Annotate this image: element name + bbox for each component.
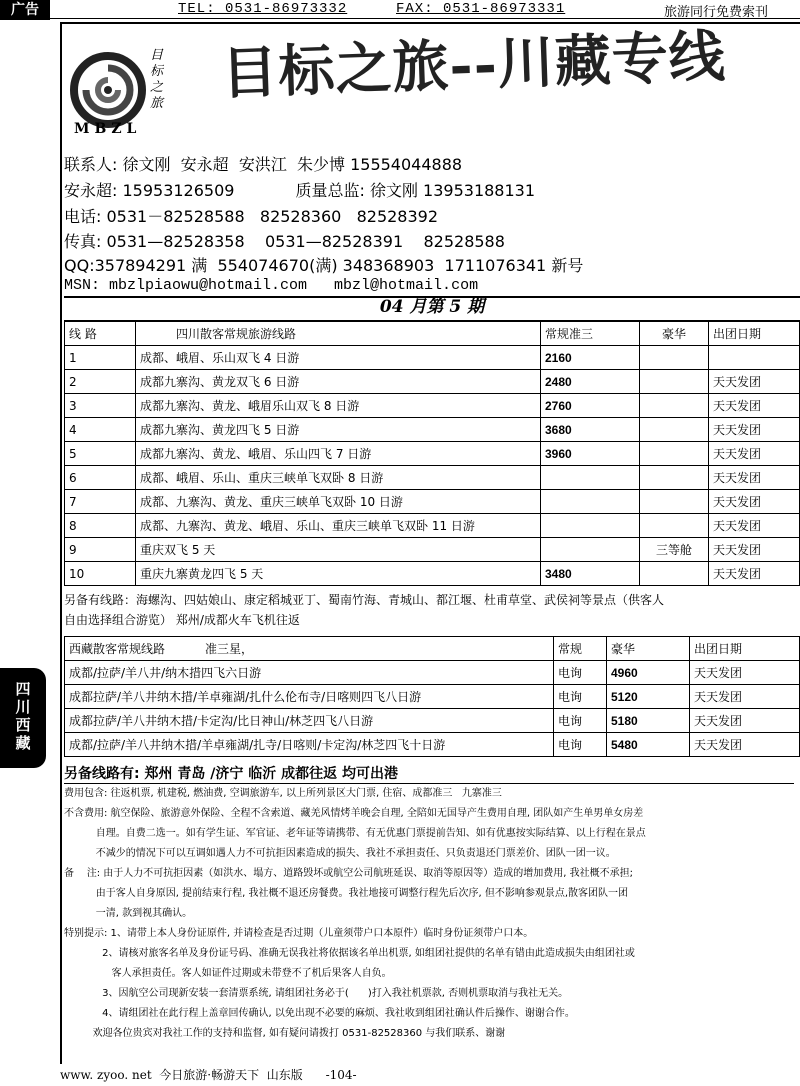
- header-tibet-title: 西藏散客常规线路: [69, 642, 166, 656]
- note-line: 4、请组团社在此行程上盖章回传确认, 以免出现不必要的麻烦、我社收到组团社确认件后操作、谢谢合作。: [64, 1008, 575, 1019]
- row-date: 天天发团: [690, 661, 800, 685]
- note-line: 特别提示: 1、请带上本人身份证原件, 并请检查是否过期（儿童须带户口本原件）临时身份证须带户口本。: [64, 928, 534, 939]
- section-side-tab: [0, 668, 46, 768]
- sichuan-route-table: [64, 321, 800, 586]
- header-tibet-route: [65, 637, 554, 661]
- table-row: [65, 466, 800, 490]
- row-date: 天天发团: [709, 490, 800, 514]
- contact-qq: QQ:357894291 满 554074670(满) 348368903 1711076341 新号: [64, 256, 584, 275]
- table-row: [65, 442, 800, 466]
- note-line: 不含费用: 航空保险、旅游意外保险、全程不含索道、藏羌风情烤羊晚会自理, 全陪如无国导产生费用自理, 团队如产生单男单女房差: [64, 808, 644, 819]
- row-luxury-price: 5120: [607, 685, 690, 709]
- contact-msn: MSN: mbzlpiaowu@hotmail.com mbzl@hotmail.com: [64, 277, 479, 294]
- row-route: 成都/拉萨/羊八井纳木措/羊卓雍湖/扎寺/日喀则/卡定沟/林芝四飞十日游: [65, 733, 554, 757]
- row-route: 成都、九寨沟、黄龙、峨眉、乐山、重庆三峡单飞双卧 11 日游: [136, 514, 541, 538]
- row-luxury: [640, 394, 709, 418]
- row-date: 天天发团: [709, 394, 800, 418]
- row-luxury-price: 5180: [607, 709, 690, 733]
- terms-notes: [64, 783, 794, 1044]
- page-footer: www. zyoo. net 今日旅游·畅游天下 山东版 -104-: [60, 1068, 357, 1082]
- row-luxury: 三等舱: [640, 538, 709, 562]
- row-route: 成都拉萨/羊八井纳木措/羊卓雍湖/扎什么伦布寺/日喀则四飞八日游: [65, 685, 554, 709]
- row-route: 成都、峨眉、乐山双飞 4 日游: [136, 346, 541, 370]
- row-luxury: [640, 514, 709, 538]
- row-luxury-price: 4960: [607, 661, 690, 685]
- row-date: 天天发团: [709, 538, 800, 562]
- row-number: 3: [65, 394, 136, 418]
- row-standard-price: 3680: [541, 418, 640, 442]
- table-header-row: [65, 322, 800, 346]
- row-standard-price: 3480: [541, 562, 640, 586]
- row-date: 天天发团: [709, 466, 800, 490]
- table-row: [65, 562, 800, 586]
- table-row: [65, 661, 800, 685]
- row-luxury: [640, 442, 709, 466]
- header-tibet-grade: 准三星，: [205, 642, 254, 656]
- ad-tag: 广告: [0, 0, 50, 20]
- table-row: [65, 538, 800, 562]
- row-standard: 电询: [554, 709, 607, 733]
- note-line: 费用包含: 往返机票, 机建税, 燃油费, 空调旅游车, 以上所列景区大门票, 住宿、成都准三 九寨准三: [64, 788, 502, 799]
- header-luxury: 豪华: [640, 322, 709, 346]
- note-line: 客人承担责任。客人如证件过期或未带登不了机后果客人自负。: [64, 968, 392, 979]
- note-line: 2、请核对旅客名单及身份证号码、准确无误我社将依据该名单出机票, 如组团社提供的名单有错由此造成损失由组团社或: [64, 948, 635, 959]
- row-number: 2: [65, 370, 136, 394]
- header-line: 线 路: [65, 322, 136, 346]
- table-row: [65, 370, 800, 394]
- row-date: 天天发团: [709, 514, 800, 538]
- row-route: 重庆九寨黄龙四飞 5 天: [136, 562, 541, 586]
- note-line: 由于客人自身原因, 提前结束行程, 我社概不退还房餐费。我社地接可调整行程先后次序, 但不影响参观景点,散客团队一团: [64, 888, 629, 899]
- contact-fax: 传真: 0531—82528358 0531—82528391 82528588: [64, 232, 505, 251]
- publication-name: 旅游同行免费索刊: [664, 5, 769, 20]
- row-number: 6: [65, 466, 136, 490]
- row-route: 重庆双飞 5 天: [136, 538, 541, 562]
- header-luxury: 豪华: [607, 637, 690, 661]
- row-date: [709, 346, 800, 370]
- row-number: 4: [65, 418, 136, 442]
- row-luxury-price: 5480: [607, 733, 690, 757]
- row-standard-price: [541, 466, 640, 490]
- header-date: 出团日期: [690, 637, 800, 661]
- table-row: [65, 418, 800, 442]
- row-route: 成都拉萨/羊八井纳木措/卡定沟/比日神山/林芝四飞八日游: [65, 709, 554, 733]
- row-luxury: [640, 490, 709, 514]
- row-route: 成都/拉萨/羊八井/纳木措四飞六日游: [65, 661, 554, 685]
- table-row: [65, 490, 800, 514]
- row-standard: 电询: [554, 685, 607, 709]
- row-luxury: [640, 346, 709, 370]
- note-line: 备 注: 由于人力不可抗拒因素（如洪水、塌方、道路毁坏或航空公司航班延误、取消等原因等）造成的增加费用, 我社概不承担;: [64, 868, 633, 879]
- extra-line: 自由选择组合游览） 郑州/成都火车飞机往返: [64, 613, 300, 627]
- header-date: 出团日期: [709, 322, 800, 346]
- row-date: 天天发团: [690, 685, 800, 709]
- table-row: [65, 514, 800, 538]
- table-row: [65, 709, 800, 733]
- row-standard-price: [541, 514, 640, 538]
- issue-number: 04 月第 5 期: [379, 297, 485, 317]
- logo-letters: MBZL: [74, 121, 142, 137]
- row-standard: 电询: [554, 661, 607, 685]
- row-number: 1: [65, 346, 136, 370]
- note-line: 欢迎各位贵宾对我社工作的支持和监督, 如有疑问请拨打 0531-82528360 与我们联系、谢谢: [64, 1028, 506, 1039]
- row-route: 成都九寨沟、黄龙双飞 6 日游: [136, 370, 541, 394]
- row-standard-price: 2480: [541, 370, 640, 394]
- row-date: 天天发团: [709, 370, 800, 394]
- header-standard: 常规准三: [541, 322, 640, 346]
- row-date: 天天发团: [709, 442, 800, 466]
- row-number: 7: [65, 490, 136, 514]
- row-number: 9: [65, 538, 136, 562]
- row-date: 天天发团: [709, 562, 800, 586]
- row-number: 8: [65, 514, 136, 538]
- table-row: [65, 346, 800, 370]
- logo-vertical-text: 目标之旅: [150, 48, 164, 111]
- row-standard-price: [541, 490, 640, 514]
- row-luxury: [640, 466, 709, 490]
- row-standard: 电询: [554, 733, 607, 757]
- row-number: 5: [65, 442, 136, 466]
- row-date: 天天发团: [690, 709, 800, 733]
- note-line: 一清, 款到视其确认。: [64, 908, 193, 919]
- row-luxury: [640, 418, 709, 442]
- note-line: 自理。自费二选一。如有学生证、军官证、老年证等请携带、有无优惠门票提前告知、如有优惠按实际结算、以上行程在景点: [64, 828, 646, 839]
- tibet-route-table: [64, 636, 800, 757]
- note-line: 3、因航空公司现新安装一套清票系统, 请组团社务必于( )打入我社机票款, 否则机票取消与我社无关。: [64, 988, 569, 999]
- header-route: 四川散客常规旅游线路: [136, 322, 541, 346]
- note-line: 不减少的情况下可以互调如遇人力不可抗拒因素造成的损失、我社不承担责任、只负责退还门票差价、团队一团一议。: [64, 848, 616, 859]
- contact-an-yongchao: 安永超: 15953126509 质量总监: 徐文刚 13953188131: [64, 181, 536, 200]
- row-standard-price: 3960: [541, 442, 640, 466]
- top-telephone: TEL: 0531-86973332: [178, 1, 348, 17]
- row-route: 成都、九寨沟、黄龙、重庆三峡单飞双卧 10 日游: [136, 490, 541, 514]
- table-header-row: [65, 637, 800, 661]
- row-route: 成都九寨沟、黄龙、峨眉乐山双飞 8 日游: [136, 394, 541, 418]
- row-standard-price: [541, 538, 640, 562]
- extra-line: 另备有线路：海螺沟、四姑娘山、康定稻城亚丁、蜀南竹海、青城山、都江堰、杜甫草堂、武侯祠等景点（供客人: [64, 593, 665, 607]
- row-date: 天天发团: [709, 418, 800, 442]
- sichuan-extra-routes: [64, 590, 794, 630]
- table-row: [65, 685, 800, 709]
- row-standard-price: 2760: [541, 394, 640, 418]
- row-luxury: [640, 370, 709, 394]
- side-tab-label: 四川西藏: [15, 680, 31, 752]
- row-standard-price: 2160: [541, 346, 640, 370]
- contact-phone: 电话: 0531－82528588 82528360 82528392: [64, 207, 439, 226]
- table-row: [65, 394, 800, 418]
- header-standard: 常规: [554, 637, 607, 661]
- row-route: 成都九寨沟、黄龙四飞 5 日游: [136, 418, 541, 442]
- row-route: 成都九寨沟、黄龙、峨眉、乐山四飞 7 日游: [136, 442, 541, 466]
- row-route: 成都、峨眉、乐山、重庆三峡单飞双卧 8 日游: [136, 466, 541, 490]
- row-number: 10: [65, 562, 136, 586]
- tibet-extra-routes: 另备线路有: 郑州 青岛 /济宁 临沂 成都往返 均可出港: [64, 766, 398, 782]
- page-title: 目标之旅--川藏专线: [220, 23, 727, 107]
- table-row: [65, 733, 800, 757]
- top-fax: FAX: 0531-86973331: [396, 1, 566, 17]
- row-luxury: [640, 562, 709, 586]
- row-date: 天天发团: [690, 733, 800, 757]
- contact-persons: 联系人: 徐文刚 安永超 安洪江 朱少博 15554044888: [64, 155, 463, 174]
